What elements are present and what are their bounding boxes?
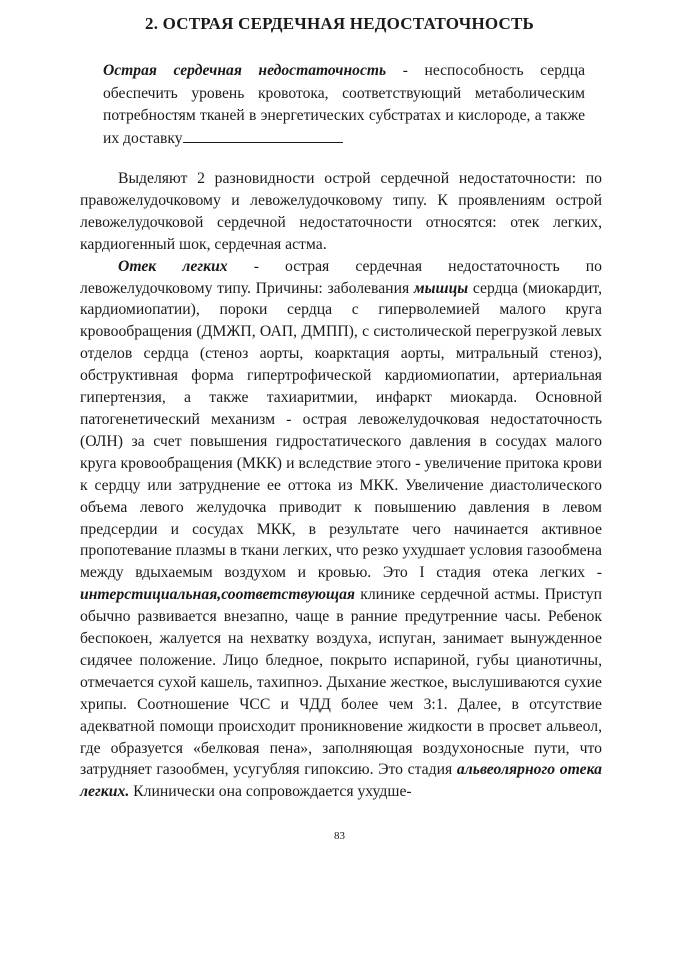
paragraph-text-3: клинике сердечной астмы. Приступ обычно развивается внезапно, чаще в ранние предутренние часы. Ребенок беспокоен, жалуется на нехватку воздуха, испуган, занимает вынужденное сидячее положение. Лицо бледное, покрыто испариной, губы цианотичны, отмечается сухой кашель, тахипноэ. Дыхание жесткое, выслушиваются сухие хрипы. Соотношение ЧСС и ЧДД более чем 3:1. Далее, в отсутствие адекватной помощи происходит проникновение жидкости в просвет альвеол, где образуется «белковая пена», заполняющая воздухоносные пути, что затрудняет газообмен, усугубляя гипоксию. Это стадия — [80, 586, 602, 779]
definition-term: Острая сердечная недостаточность — [103, 62, 387, 79]
term-pulmonary-edema: Отек легких — [118, 257, 228, 275]
page-number: 83 — [334, 830, 345, 842]
paragraph-text-1: - острая сердечная недостаточность по левожелудочковому типу. Причины: заболевания — [80, 257, 603, 297]
definition-text: - неспособность сердца обеспечить уровень кровотока, соответствующий метаболическим потребностям тканей в энергетических субстратах и кислороде, а также их доставку — [103, 62, 585, 147]
term-alveolar-edema: альвеолярного отека легких. — [80, 761, 602, 801]
paragraph-text-2: сердца (миокардит, кардиомиопатии), пороки сердца с гиперволемией малого круга кровообращения (ДМЖП, ОАП, ДМПП), с систолической перегрузкой левых отделов сердца (стеноз аорты, коарктация аорты, митральный стеноз), обструктивная форма гипертрофической кардиомиопатии, артериальная гипертензия, а также тахиаритмии, инфаркт миокарда. Основной патогенетический механизм - острая левожелудочковая недостаточность (ОЛН) за счет повышения гидростатического давления в сосудах малого круга кровообращения (МКК) и вследствие этого - увеличение притока крови к сердцу или затруднение ее оттока из МКК. Увеличение диастолического объема левого желудочка приводит к повышению давления в левом предсердии и сосудах МКК, в результате чего начинается активное пропотевание плазмы в ткани легких, что резко ухудшает условия газообмена между вдыхаемым воздухом и кровью. Это I стадия отека легких - — [80, 279, 602, 582]
section-heading: 2. ОСТРАЯ СЕРДЕЧНАЯ НЕДОСТАТОЧНОСТЬ — [145, 14, 534, 33]
paragraph-types: Выделяют 2 разновидности острой сердечной недостаточности: по правожелудочковому и левожелудочковому типу. К проявлениям острой левожелудочковой сердечной недостаточности относятся: отек легких, кардиогенный шок, сердечная астма. — [80, 170, 602, 253]
blank-line — [183, 128, 343, 143]
paragraph-pulmonary-edema — [80, 256, 602, 804]
term-interstitial: интерстициальная,соответствующая — [80, 586, 356, 604]
paragraph-text-4: Клинически она сопровождается ухудше- — [129, 783, 412, 801]
body-text — [80, 168, 602, 803]
definition-block — [103, 60, 585, 150]
term-muscle: мышцы — [413, 279, 469, 297]
